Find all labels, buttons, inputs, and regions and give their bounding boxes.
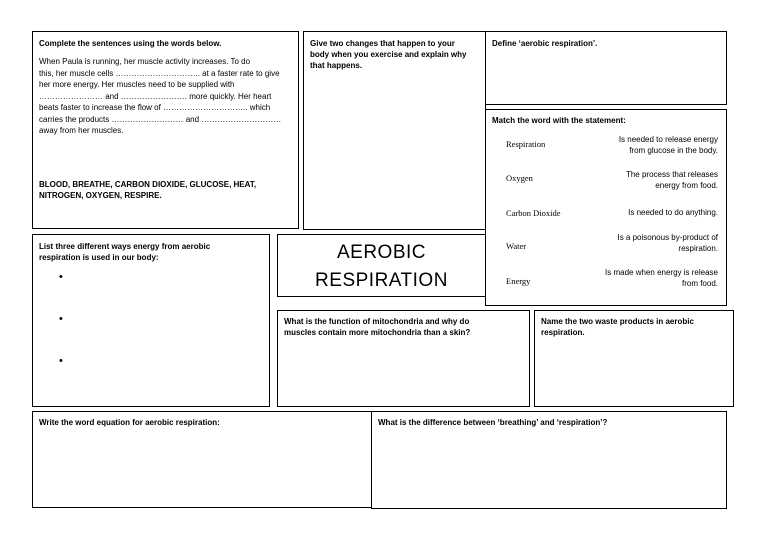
statement-line: from glucose in the body. (629, 145, 718, 155)
match-word-carbon-dioxide: Carbon Dioxide (506, 208, 561, 218)
heading-line: What is the function of mitochondria and why do (284, 317, 470, 326)
statement-line: Is needed to release energy (618, 135, 718, 144)
heading-line: that happens. (310, 61, 363, 70)
match-word-energy: Energy (506, 276, 531, 286)
sentence-line: beats faster to increase the flow of ………………………….. which (39, 103, 271, 112)
exercise-changes-heading (310, 38, 467, 71)
heading-line: body when you exercise and explain why (310, 50, 467, 59)
heading-line: respiration is used in our body: (39, 253, 159, 262)
define-heading: Define ‘aerobic respiration’. (492, 39, 598, 48)
bullet-point: • (59, 271, 63, 283)
match-statement (578, 268, 718, 289)
match-word-respiration: Respiration (506, 139, 546, 149)
match-word-oxygen: Oxygen (506, 173, 533, 183)
complete-sentences-heading: Complete the sentences using the words below. (39, 39, 222, 48)
statement-line: The process that releases (625, 170, 718, 179)
statement-line: respiration. (678, 243, 718, 253)
mitochondria-box (277, 310, 530, 407)
match-word-water: Water (506, 241, 527, 251)
define-box (485, 31, 727, 105)
match-heading: Match the word with the statement: (492, 116, 626, 125)
sentence-line: When Paula is running, her muscle activity increases. To do (39, 57, 251, 66)
bullet-point: • (59, 355, 63, 367)
sentence-line: away from her muscles. (39, 126, 124, 135)
sentence-line: this, her muscle cells ………………………….. at a faster rate to give (39, 68, 280, 78)
sentences-text (39, 56, 299, 137)
energy-uses-heading (39, 241, 210, 263)
heading-line: Give two changes that happen to your (310, 39, 455, 48)
bullet-point: • (59, 313, 63, 325)
statement-line: Is needed to do anything. (628, 208, 718, 217)
statement-line: Is made when energy is release (605, 268, 718, 277)
word-bank-line: BLOOD, BREATHE, CARBON DIOXIDE, GLUCOSE, HEAT, (39, 180, 257, 189)
match-box (485, 109, 727, 306)
breathing-respiration-box (371, 411, 727, 509)
match-statement (578, 170, 718, 191)
word-equation-heading: Write the word equation for aerobic respiration: (39, 418, 220, 427)
heading-line: Name the two waste products in aerobic (541, 317, 694, 326)
sentence-line: carries the products ……………………… and ………………………… (39, 114, 282, 124)
complete-sentences-box (32, 31, 299, 229)
word-bank-line: NITROGEN, OXYGEN, RESPIRE. (39, 191, 162, 200)
match-statement (578, 233, 718, 254)
heading-line: List three different ways energy from aerobic (39, 242, 211, 251)
statement-line: energy from food. (655, 180, 718, 190)
heading-line: respiration. (541, 328, 585, 337)
waste-products-box (534, 310, 734, 407)
word-bank (39, 179, 256, 201)
energy-uses-box (32, 234, 270, 407)
heading-line: muscles contain more mitochondria than a skin? (284, 328, 471, 337)
sentence-line: …………………… and ……………………. more quickly. Her heart (39, 91, 272, 101)
title-line-1: AEROBIC (336, 242, 427, 263)
statement-line: Is a poisonous by-product of (617, 233, 718, 242)
word-equation-box (32, 411, 372, 508)
mitochondria-heading (284, 316, 470, 338)
statement-line: from food. (681, 278, 718, 288)
exercise-changes-box (303, 31, 486, 230)
sentence-line: her more energy. Her muscles need to be supplied with (39, 80, 235, 89)
title-line-2: RESPIRATION (315, 270, 448, 291)
match-statement (578, 208, 718, 219)
breathing-respiration-heading: What is the difference between ‘breathing’ and ‘respiration’? (378, 418, 608, 427)
waste-products-heading (541, 316, 694, 338)
title-box (277, 234, 486, 297)
match-statement (578, 135, 718, 156)
